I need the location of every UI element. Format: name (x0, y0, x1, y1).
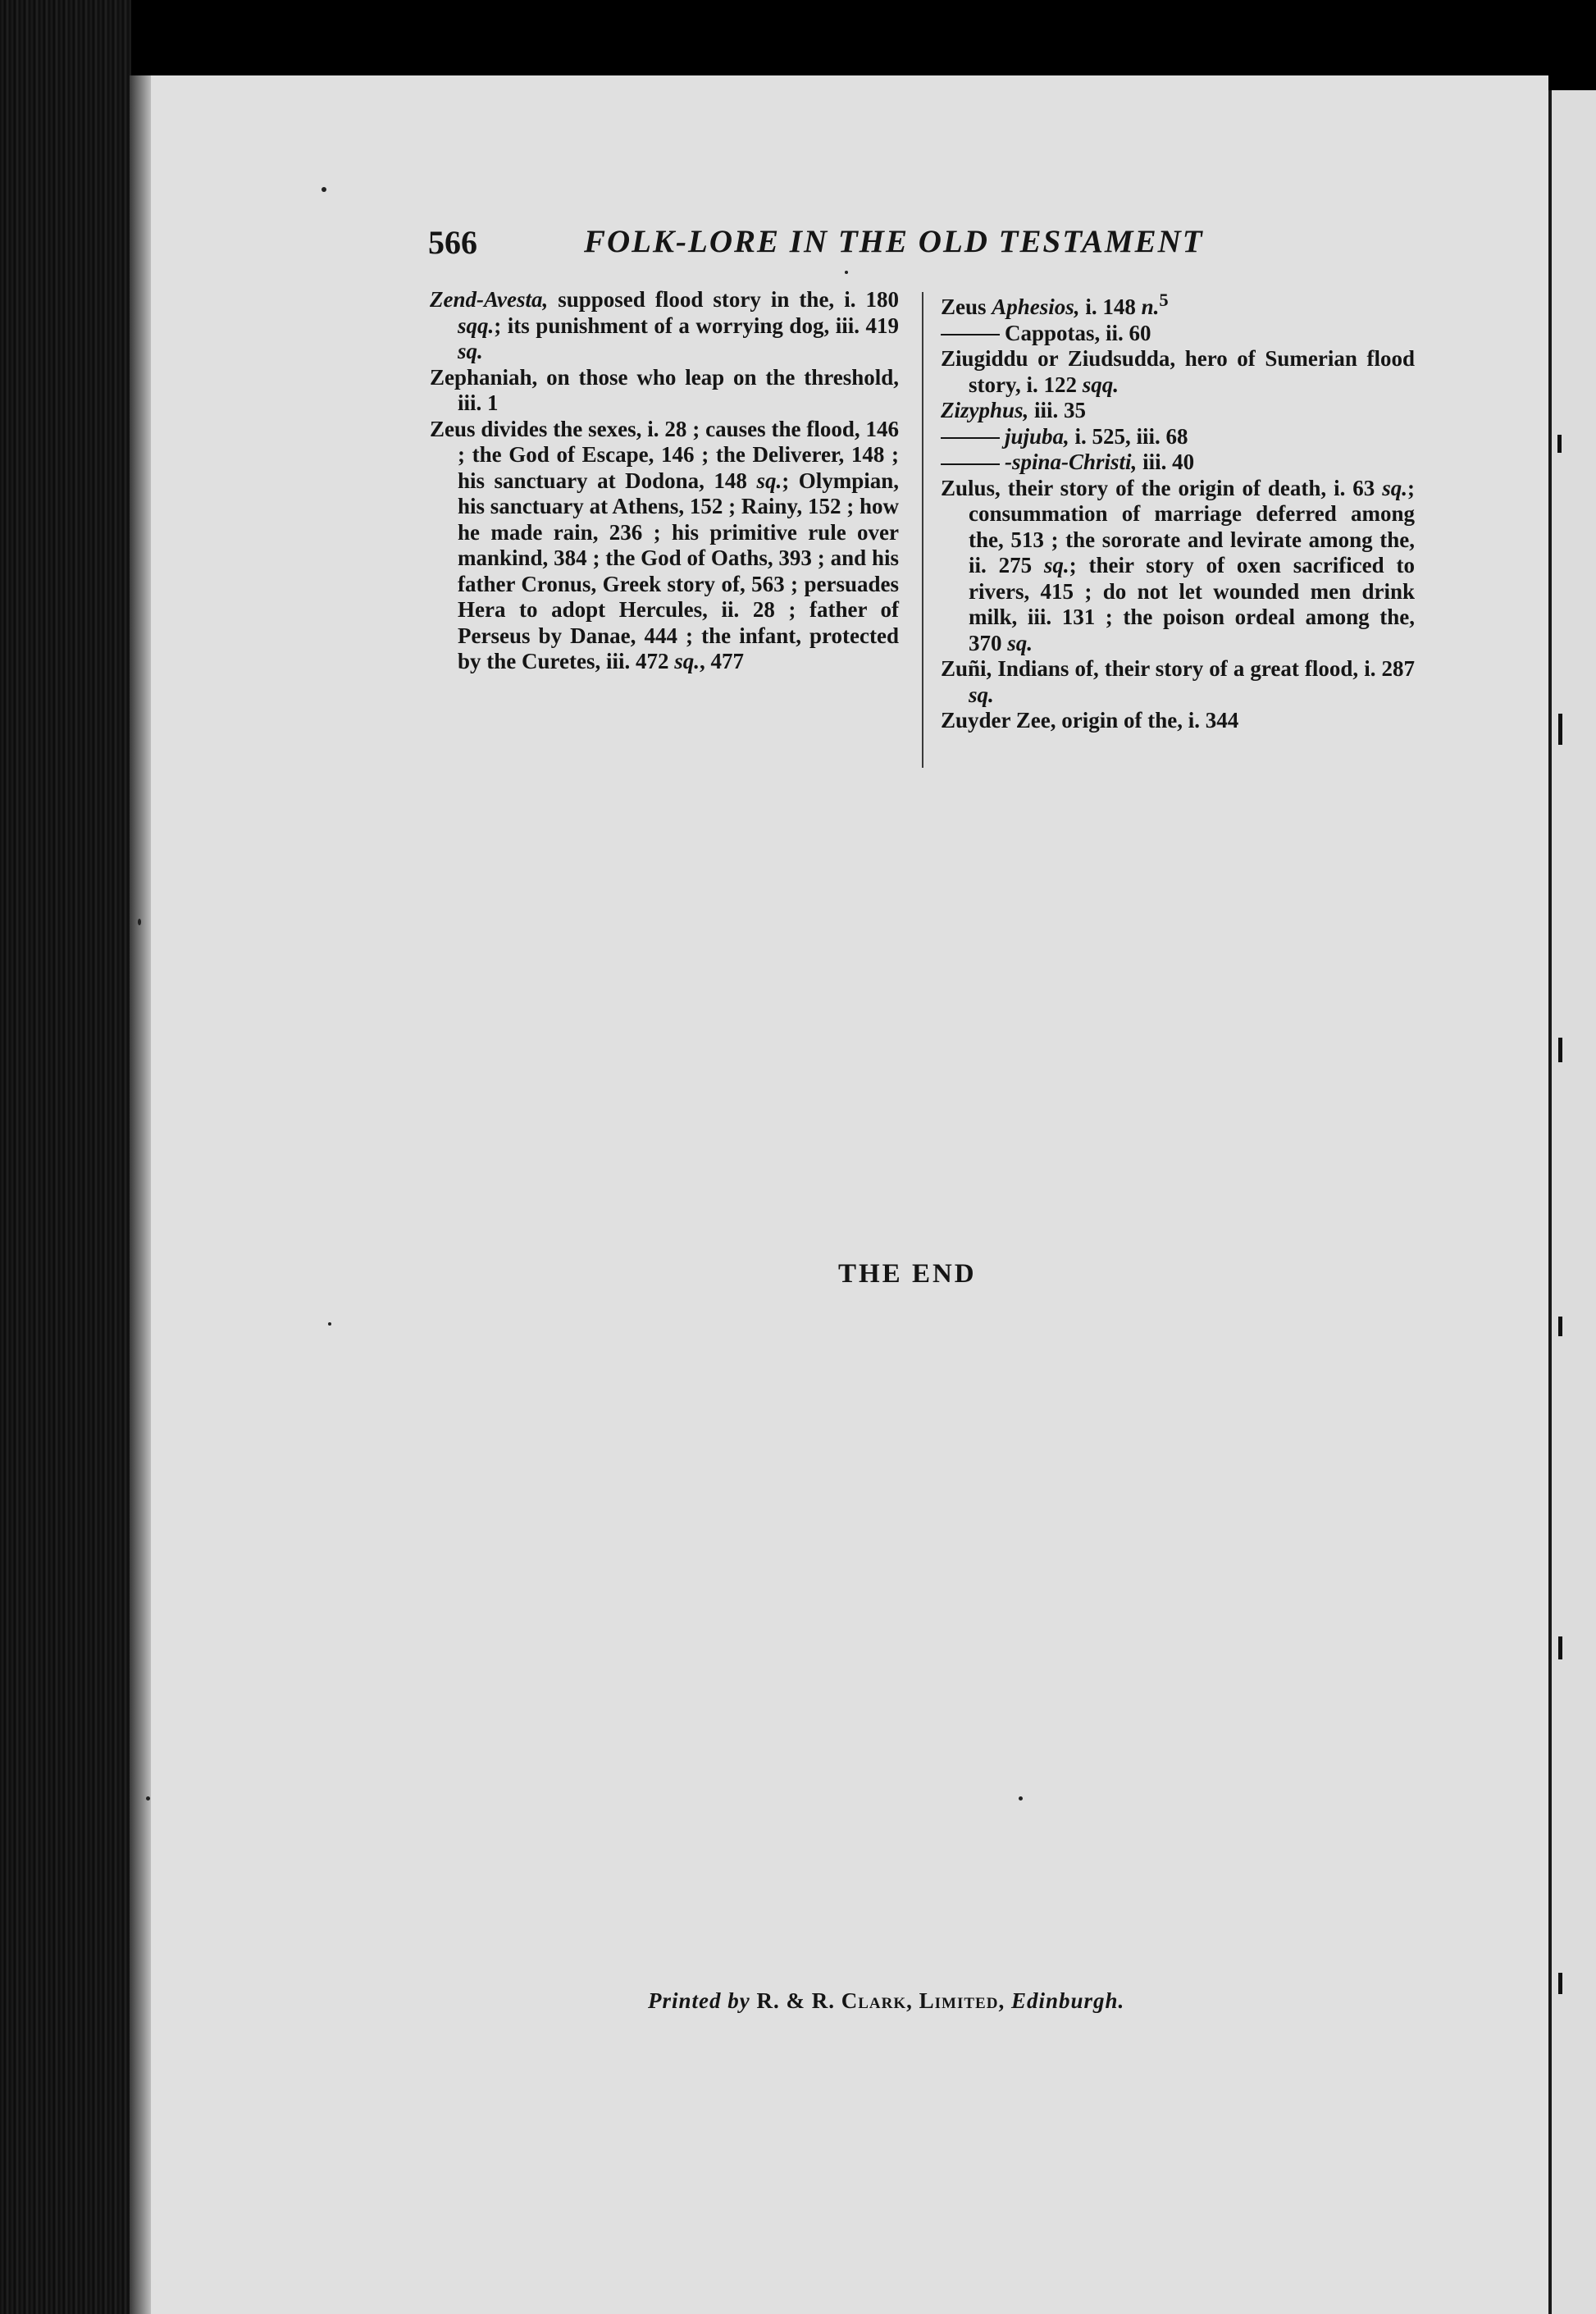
index-subentry-jujuba (941, 424, 1415, 450)
index-entry-zeus-aphesios (941, 287, 1415, 321)
index-entry-zephaniah (430, 365, 899, 417)
entry-headword: Zizyphus, (941, 398, 1029, 422)
entry-text: Zuyder Zee, origin of the, i. 344 (941, 708, 1239, 733)
index-column-right (941, 287, 1415, 734)
binding-mark (1557, 435, 1562, 453)
colophon-firm: R. & R. (750, 1988, 841, 2013)
entry-headword: jujuba, (1005, 423, 1069, 449)
index-entry-zizyphus (941, 398, 1415, 424)
entry-abbrev: Aphesios, (992, 294, 1080, 319)
entry-text: Zulus, their story of the origin of death, i. 63 (941, 475, 1383, 500)
colophon-firm-name: Clark, Limited, (841, 1988, 1005, 2013)
entry-text: ; consummation of marriage deferred among the, 513 ; the sororate and levirate among the, ii. 275 (969, 475, 1415, 577)
entry-abbrev: sq. (1043, 553, 1069, 577)
index-entry-zuyder-zee (941, 708, 1415, 734)
entry-headword: Zend-Avesta, (430, 287, 549, 312)
entry-text: iii. 40 (1137, 450, 1195, 474)
entry-text: i. 525, iii. 68 (1069, 423, 1188, 449)
entry-abbrev: n. (1141, 294, 1160, 319)
index-subentry-cappotas (941, 321, 1415, 347)
index-entry-zend-avesta (430, 287, 899, 365)
entry-abbrev: sq. (756, 468, 782, 493)
index-subentry-spina-christi (941, 450, 1415, 476)
entry-text: iii. 35 (1028, 398, 1087, 422)
page-number: 566 (428, 224, 477, 261)
entry-abbrev: sqq. (458, 313, 495, 338)
entry-text: Zeus divides the sexes, i. 28 ; causes the flood, 146 ; the God of Escape, 146 ; the Deliverer, 148 ; his sanctuary at Dodona, 148 (430, 416, 899, 493)
entry-abbrev: sq. (674, 649, 700, 673)
entry-headword: -spina-Christi, (1005, 450, 1138, 474)
entry-text: Zephaniah, on those who leap on the threshold, iii. 1 (430, 364, 899, 415)
entry-abbrev: sq. (969, 682, 994, 707)
book-spine (0, 0, 131, 2314)
binding-mark (1558, 1038, 1562, 1062)
entry-text: Zuñi, Indians of, their story of a great flood, i. 287 (941, 656, 1415, 681)
ditto-dash (941, 334, 1000, 335)
ditto-dash (941, 437, 1000, 439)
index-entry-zeus (430, 417, 899, 675)
entry-abbrev: sqq. (1082, 372, 1119, 397)
binding-mark (1558, 1636, 1562, 1659)
page-gutter-shadow (130, 75, 151, 2314)
ditto-dash (941, 463, 1000, 465)
index-entry-zulus (941, 476, 1415, 657)
running-head (428, 223, 1281, 272)
scan-speck (146, 1796, 150, 1801)
entry-text: , 477 (700, 649, 745, 673)
binding-mark (1558, 1317, 1562, 1336)
entry-text: ; its punishment of a worrying dog, iii. 419 (494, 313, 899, 338)
column-divider (922, 292, 923, 768)
footnote-superscript: 5 (1159, 290, 1169, 310)
index-entry-zuni (941, 656, 1415, 708)
book-title: FOLK-LORE IN THE OLD TESTAMENT (584, 224, 1204, 259)
printer-colophon (648, 1988, 1124, 2014)
the-end-heading: THE END (838, 1259, 977, 1289)
index-entry-ziugiddu (941, 346, 1415, 398)
entry-abbrev: sq. (1382, 475, 1407, 500)
entry-abbrev: sq. (1007, 630, 1033, 655)
binding-mark (1558, 1973, 1562, 1994)
index-column-left (430, 287, 899, 675)
entry-text: i. 148 (1079, 294, 1142, 319)
scan-speck (1019, 1796, 1023, 1801)
entry-text: Ziugiddu or Ziudsudda, hero of Sumerian flood story, i. 122 (941, 346, 1415, 397)
scan-speck (138, 919, 141, 925)
binding-mark (1558, 714, 1562, 745)
entry-text: ; Olympian, his sanctuary at Athens, 152 ; Rainy, 152 ; how he made rain, 236 ; his primitive rule over mankind, 384 ; the God of Oaths, 393 ; and his father Cronus, Greek story of, 563 ; persuades Hera to adopt Hercules, ii. 28 ; father of Perseus by Danae, 444 ; the infant, protected by the Curetes, iii. 472 (458, 468, 899, 673)
entry-text: supposed flood story in the, i. 180 (548, 287, 899, 312)
facing-page-edge (1548, 90, 1596, 2314)
entry-abbrev: sq. (458, 339, 483, 363)
scan-speck (321, 187, 326, 192)
scan-speck (845, 271, 848, 274)
entry-text: Cappotas, ii. 60 (1005, 320, 1151, 345)
entry-text: ; their story of oxen sacrificed to rivers, 415 ; do not let wounded men drink milk, iii. 131 ; the poison ordeal among the, 370 (969, 553, 1415, 655)
colophon-city: Edinburgh. (1005, 1988, 1125, 2013)
scan-speck (328, 1322, 331, 1326)
entry-text: Zeus (941, 294, 992, 319)
colophon-printed-by: Printed by (648, 1988, 750, 2013)
